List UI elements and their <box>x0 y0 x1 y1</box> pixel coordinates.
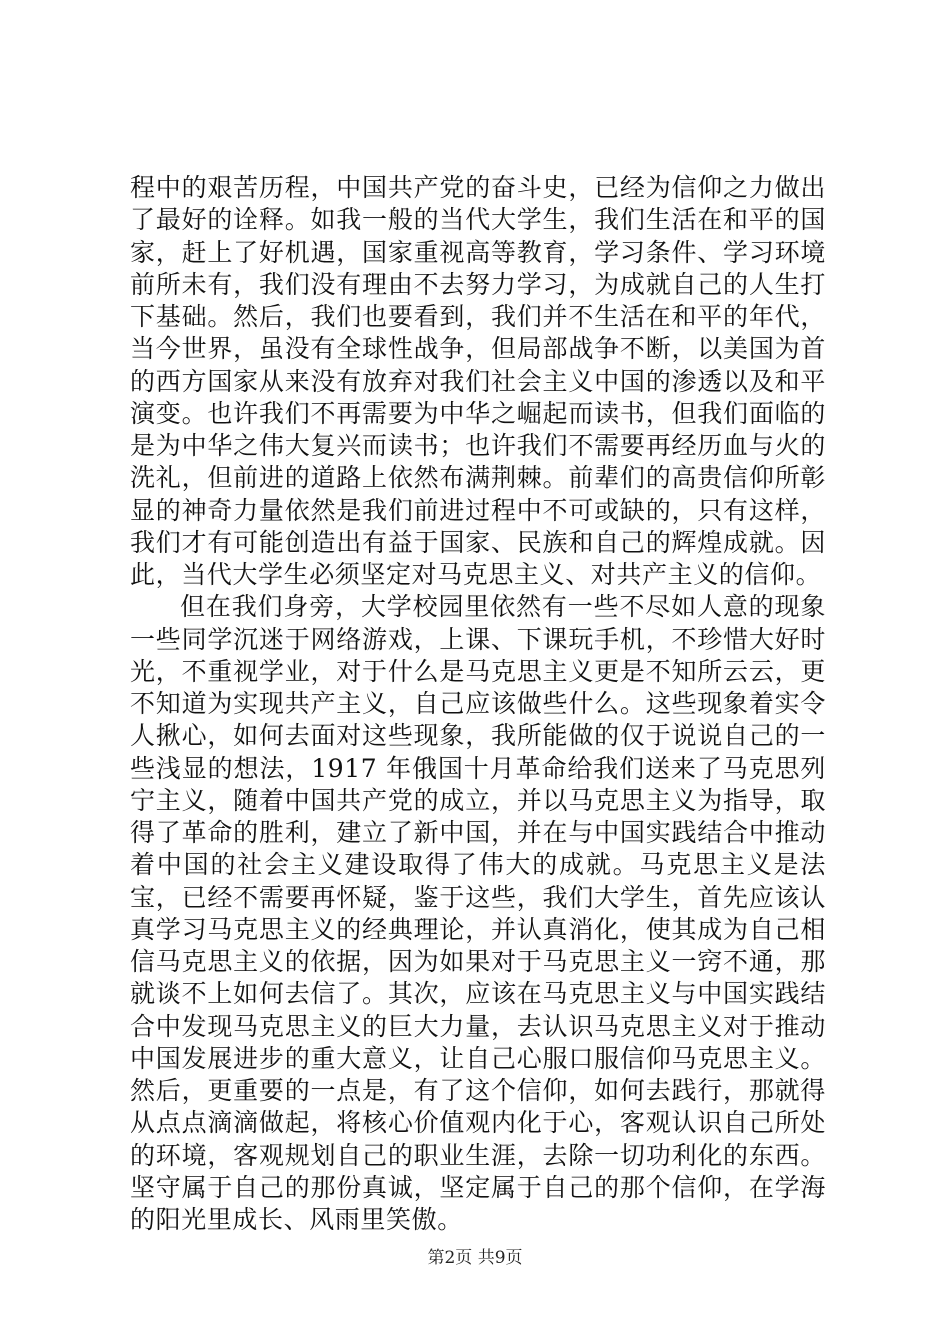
paragraph-1: 程中的艰苦历程，中国共产党的奋斗史，已经为信仰之力做出了最好的诠释。如我一般的当代大学生，我们生活在和平的国家，赶上了好机遇，国家重视高等教育，学习条件、学习环境前所未有，我们没有理由不去努力学习，为成就自己的人生打下基础。然后，我们也要看到，我们并不生活在和平的年代，当今世界，虽没有全球性战争，但局部战争不断，以美国为首的西方国家从来没有放弃对我们社会主义中国的渗透以及和平演变。也许我们不再需要为中华之崛起而读书，但我们面临的是为中华之伟大复兴而读书；也许我们不需要再经历血与火的洗礼，但前进的道路上依然布满荆棘。前辈们的高贵信仰所彰显的神奇力量依然是我们前进过程中不可或缺的，只有这样，我们才有可能创造出有益于国家、民族和自己的辉煌成就。因此，当代大学生必须坚定对马克思主义、对共产主义的信仰。 <box>130 173 826 589</box>
document-body <box>130 172 826 1236</box>
paragraph-2: 但在我们身旁，大学校园里依然有一些不尽如人意的现象一些同学沉迷于网络游戏，上课、下课玩手机，不珍惜大好时光，不重视学业，对于什么是马克思主义更是不知所云云，更不知道为实现共产主义，自己应该做些什么。这些现象着实令人揪心，如何去面对这些现象，我所能做的仅于说说自己的一些浅显的想法，1917 年俄国十月革命给我们送来了马克思列宁主义，随着中国共产党的成立，并以马克思主义为指导，取得了革命的胜利，建立了新中国，并在与中国实践结合中推动着中国的社会主义建设取得了伟大的成就。马克思主义是法宝，已经不需要再怀疑，鉴于这些，我们大学生，首先应该认真学习马克思主义的经典理论，并认真消化，使其成为自己相信马克思主义的依据，因为如果对于马克思主义一窍不通，那就谈不上如何去信了。其次，应该在马克思主义与中国实践结合中发现马克思主义的巨大力量，去认识马克思主义对于推动中国发展进步的重大意义，让自己心服口服信仰马克思主义。然后，更重要的一点是，有了这个信仰，如何去践行，那就得从点点滴滴做起，将核心价值观内化于心，客观认识自己所处的环境，客观规划自己的职业生涯，去除一切功利化的东西。坚守属于自己的那份真诚，坚定属于自己的那个信仰，在学海的阳光里成长、风雨里笑傲。 <box>130 592 826 1234</box>
page-footer: 第2页 共9页 <box>427 1248 523 1268</box>
